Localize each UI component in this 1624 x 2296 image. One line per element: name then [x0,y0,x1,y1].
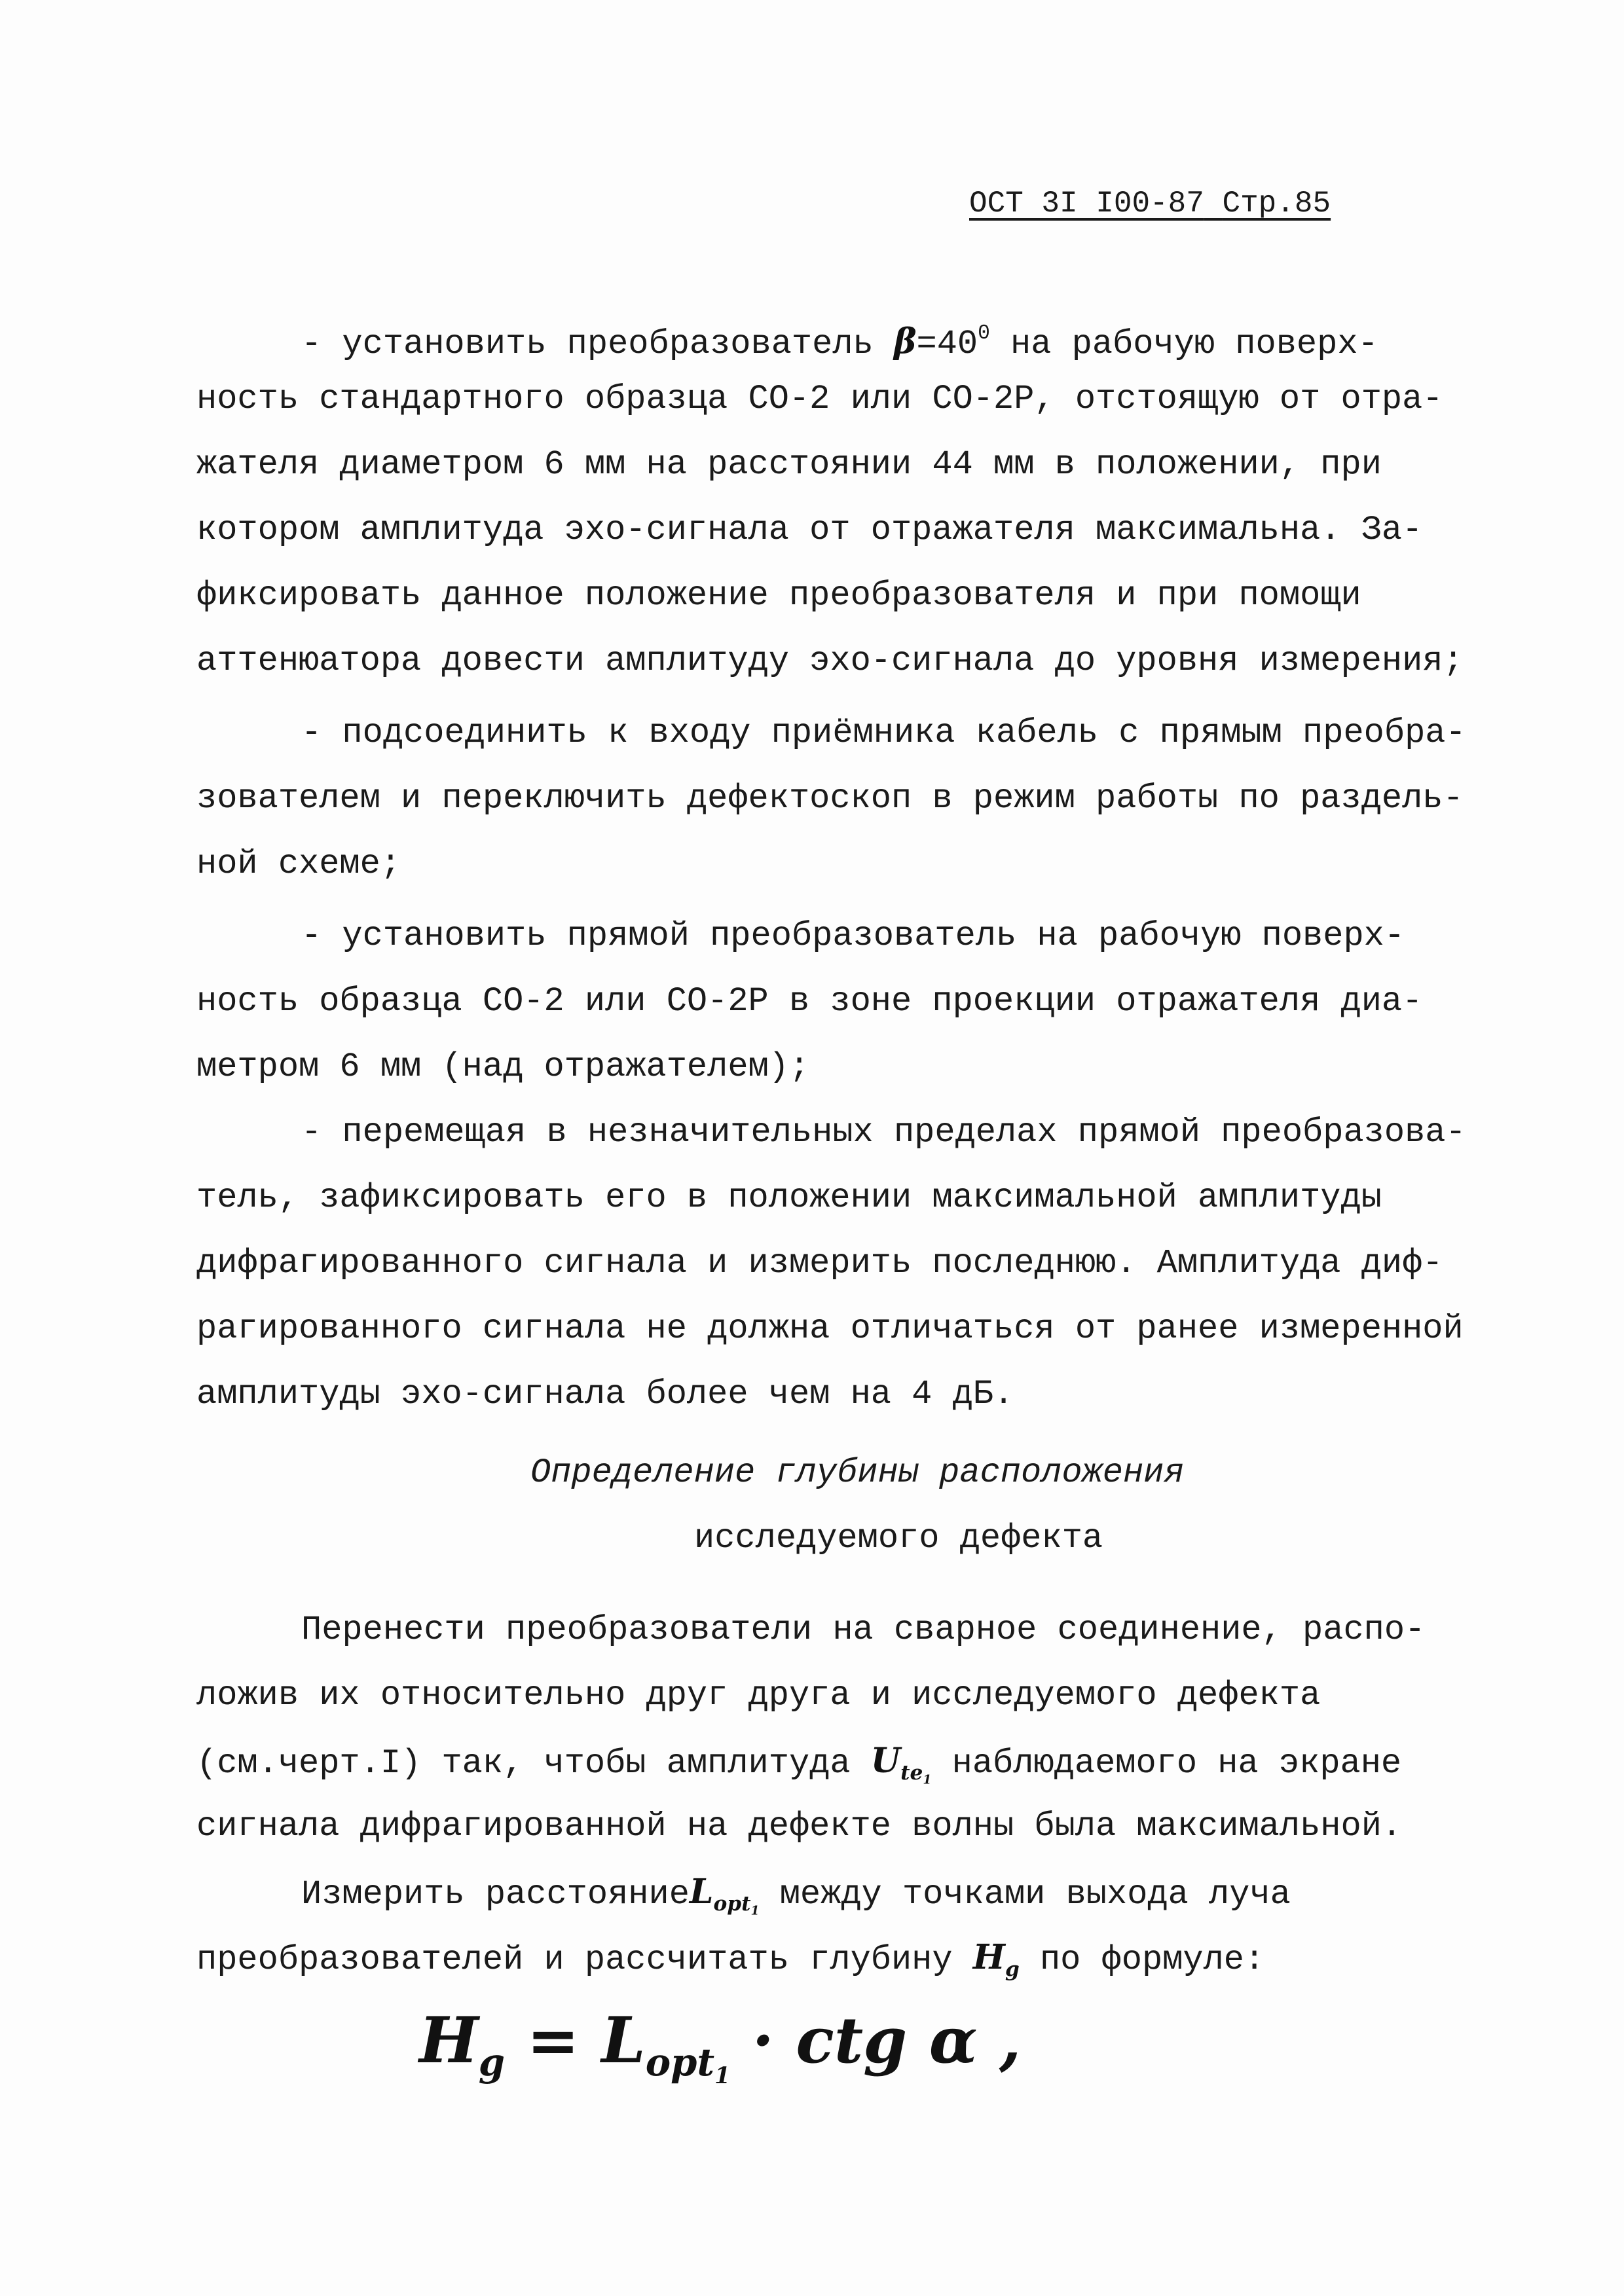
text-line: ность образца СО-2 или СО-2Р в зоне проекции отражателя диа- [196,982,1423,1021]
text-line: ложив их относительно друг друга и исследуемого дефекта [196,1676,1321,1715]
text-line: ность стандартного образца СО-2 или СО-2Р, отстоящую от отра- [196,380,1443,418]
beta-symbol: β [893,321,917,361]
text-line: - установить прямой преобразователь на рабочую поверх- [301,917,1405,955]
distance-symbol: $L_{opt_1}$ [689,1872,760,1918]
text-line: дифрагированного сигнала и измерить последнюю. Амплитуда диф- [196,1244,1443,1283]
depth-formula: $H_g = L_{opt_1}$ · ctg α , [419,2003,1022,2090]
doc-code: ОСТ 3I I00-87 [969,187,1204,221]
depth-symbol: $H_g$ [972,1937,1020,1981]
text-line: - перемещая в незначительных пределах прямой преобразова- [301,1113,1466,1152]
text-line: аттенюатора довести амплитуду эхо-сигнала до уровня измерения; [196,642,1464,680]
text-line: фиксировать данное положение преобразователя и при помощи [196,576,1361,615]
text-line: метром 6 мм (над отражателем); [196,1048,810,1086]
text-line: котором амплитуда эхо-сигнала от отражателя максимальна. За- [196,511,1423,549]
text-line: сигнала дифрагированной на дефекте волны была максимальной. [196,1807,1403,1846]
amplitude-symbol: $U_{te_1}$ [870,1741,932,1787]
text-line: Измерить расстояниеL$_{opt_1}$ между точками выхода луча [301,1872,1291,1918]
text-line: рагированного сигнала не должна отличаться от ранее измеренной [196,1309,1464,1348]
text-line: - установить преобразователь $\beta=40^0$ на рабочую поверх- [301,321,1378,363]
text-line: - подсоединить к входу приёмника кабель с прямым преобра- [301,714,1466,752]
text-line: ной схеме; [196,845,401,883]
page-header [969,187,1331,221]
text-line: тель, зафиксировать его в положении максимальной амплитуды [196,1178,1382,1217]
text-line: Перенести преобразователи на сварное соединение, распо- [301,1611,1426,1649]
text-line: амплитуды эхо-сигнала более чем на 4 дБ. [196,1375,1014,1413]
section-heading: Определение глубины расположения [530,1453,1185,1492]
text-line: (см.черт.I) так, чтобы амплитуда $U_{te_1}$ наблюдаемого на экране [196,1741,1402,1787]
text-line: зователем и переключить дефектоскоп в режим работы по раздель- [196,779,1464,818]
text-line: жателя диаметром 6 мм на расстоянии 44 мм в положении, при [196,445,1382,484]
section-heading-line2: исследуемого дефекта [694,1519,1103,1558]
text-line: преобразователей и рассчитать глубину $H_g$ по формуле: [196,1937,1265,1981]
page-label: Стр.85 [1222,187,1331,221]
